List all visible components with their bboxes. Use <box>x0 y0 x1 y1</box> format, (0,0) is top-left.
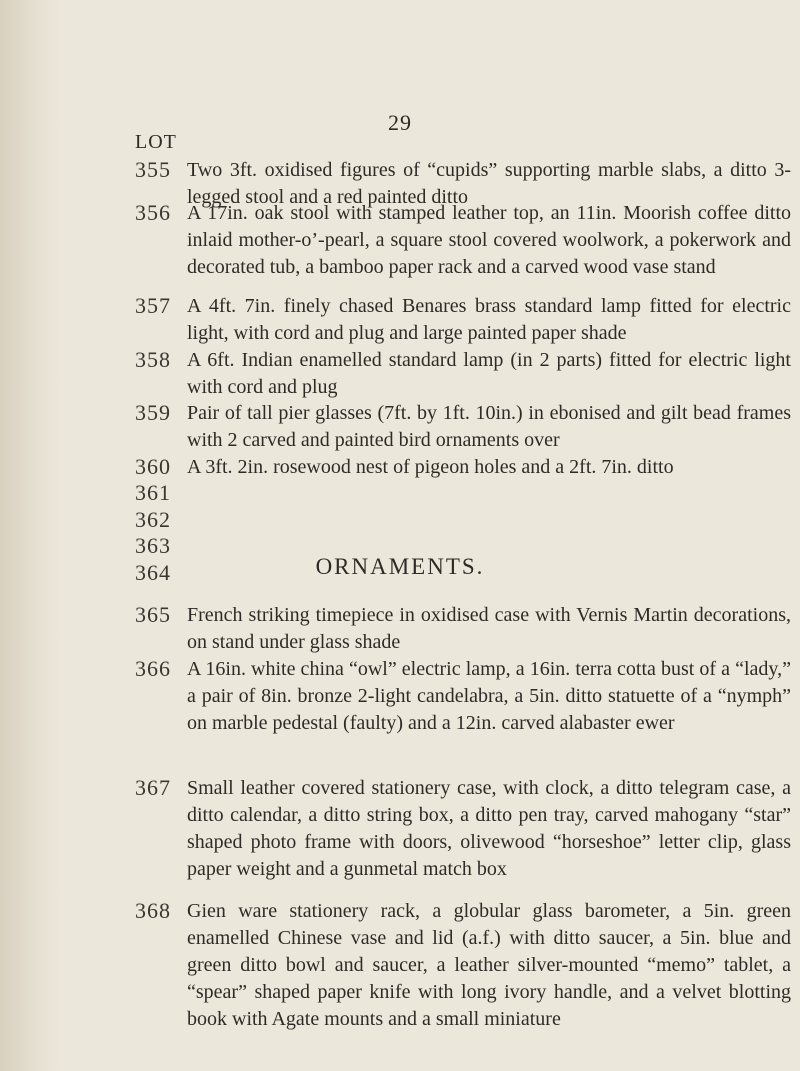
lot-description: A 6ft. Indian enamelled standard lamp (in 2 parts) fitted for electric light with cord and plug <box>187 349 791 398</box>
lot-number: 363 <box>135 533 171 558</box>
lot-description: Two 3ft. oxidised figures of “cupids” supporting marble slabs, a ditto 3-legged stool and a red painted ditto <box>187 159 791 208</box>
lot-number: 364 <box>135 560 171 585</box>
lot-description: A 17in. oak stool with stamped leather top, an 11in. Moorish coffee ditto inlaid mother-o’-pearl, a square stool covered woolwork, a pokerwork and decorated tub, a bamboo paper rack and a carved wood vase stand <box>187 202 791 278</box>
lot-number: 367 <box>135 775 171 800</box>
lot-number: 359 <box>135 400 171 425</box>
page-number: 29 <box>388 110 412 135</box>
lot-column-header: LOT <box>135 131 177 153</box>
lot-description: French striking timepiece in oxidised case with Vernis Martin decorations, on stand under glass shade <box>187 604 791 653</box>
lot-number: 366 <box>135 656 171 681</box>
lot-description: A 4ft. 7in. finely chased Benares brass standard lamp fitted for electric light, with cord and plug and large painted paper shade <box>187 295 791 344</box>
lot-number: 356 <box>135 200 171 225</box>
page-edge <box>0 0 60 1071</box>
lot-description: A 16in. white china “owl” electric lamp, a 16in. terra cotta bust of a “lady,” a pair of 8in. bronze 2-light candelabra, a 5in. ditto statuette of a “nymph” on marble pedestal (faulty) and a 12in. carved alabaster ewer <box>187 658 791 734</box>
lot-description: Gien ware stationery rack, a globular glass barometer, a 5in. green enamelled Chinese vase and lid (a.f.) with ditto saucer, a 5in. blue and green ditto bowl and saucer, a leather silver-mounted “memo” tablet, a “spear” shaped paper knife with long ivory handle, and a velvet blotting book with Agate mounts and a small miniature <box>187 900 791 1030</box>
section-title: ORNAMENTS. <box>315 554 485 579</box>
lot-number: 358 <box>135 347 171 372</box>
lot-number: 360 <box>135 454 171 479</box>
lot-number: 355 <box>135 157 171 182</box>
lot-description: A 3ft. 2in. rosewood nest of pigeon holes and a 2ft. 7in. ditto <box>187 456 674 478</box>
lot-number: 365 <box>135 602 171 627</box>
lot-number: 361 <box>135 480 171 505</box>
lot-description: Pair of tall pier glasses (7ft. by 1ft. 10in.) in ebonised and gilt bead frames with 2 carved and painted bird ornaments over <box>187 402 791 451</box>
lot-number: 357 <box>135 293 171 318</box>
lot-number: 362 <box>135 507 171 532</box>
lot-description: Small leather covered stationery case, with clock, a ditto telegram case, a ditto calendar, a ditto string box, a ditto pen tray, carved mahogany “star” shaped photo frame with doors, olivewood “horseshoe” letter clip, glass paper weight and a gunmetal match box <box>187 777 791 880</box>
lot-number: 368 <box>135 898 171 923</box>
